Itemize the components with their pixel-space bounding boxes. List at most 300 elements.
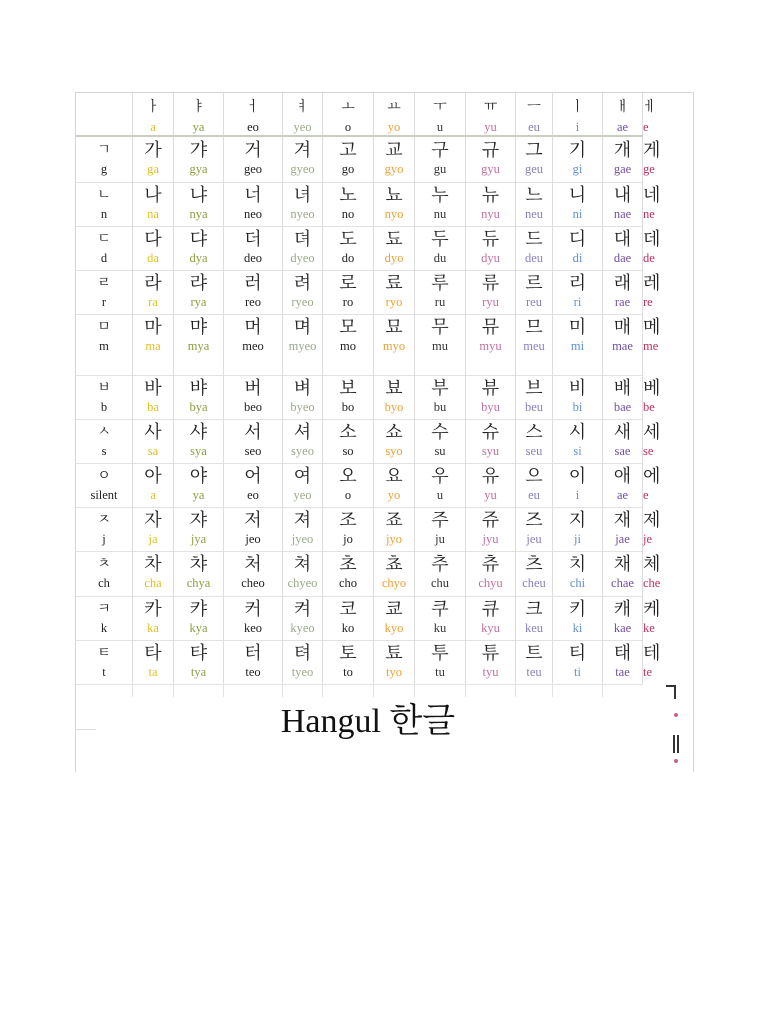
syllable-glyph: 뎌 — [293, 229, 312, 250]
syllable-cell — [374, 182, 415, 226]
syllable-cell — [323, 314, 374, 375]
syllable-cell — [133, 640, 174, 684]
syllable-glyph: 보 — [339, 378, 357, 399]
syllable-glyph: 바 — [144, 378, 162, 399]
syllable-glyph: 캬 — [189, 599, 208, 620]
syllable-glyph: 초 — [339, 554, 357, 575]
syllable-glyph: 뷰 — [481, 378, 500, 399]
syllable-cell — [603, 314, 643, 375]
syllable-glyph: 튜 — [481, 643, 500, 664]
syllable-romanization: sae — [614, 444, 631, 458]
consonant-jamo: ㅈ — [97, 512, 111, 528]
syllable-glyph: 크 — [525, 599, 543, 620]
syllable-glyph: 죠 — [385, 510, 403, 531]
consonant-row: ㅇ silent 아 a 야 ya 어 eo 여 yeo 오 o 요 yo 우 u 유 yu 으 eu 이 i 애 ae 에 e — [76, 463, 643, 508]
vowel-jamo: ㅜ — [433, 99, 447, 115]
syllable-glyph: 뇨 — [385, 185, 403, 206]
consonant-jamo: ㅅ — [97, 424, 111, 440]
syllable-glyph: 두 — [431, 229, 449, 250]
vowel-romanization: i — [575, 120, 580, 134]
syllable-glyph: 우 — [431, 466, 449, 487]
syllable-romanization: chyu — [478, 576, 503, 590]
consonant-romanization: t — [102, 665, 106, 679]
syllable-glyph: 코 — [339, 599, 357, 620]
vowel-romanization: o — [344, 120, 352, 134]
consonant-header — [76, 507, 133, 551]
syllable-glyph: 려 — [293, 273, 312, 294]
syllable-romanization: jyeo — [291, 532, 314, 546]
consonant-jamo: ㄷ — [97, 231, 111, 247]
syllable-glyph: 류 — [481, 273, 500, 294]
syllable-romanization: teo — [245, 665, 261, 679]
syllable-romanization: chyo — [381, 576, 407, 590]
syllable-cell — [553, 419, 603, 463]
syllable-romanization: eu — [528, 488, 540, 502]
syllable-romanization: kyeo — [290, 621, 315, 635]
syllable-cell — [323, 640, 374, 684]
syllable-romanization: du — [433, 251, 447, 265]
syllable-romanization: jeo — [245, 532, 261, 546]
consonant-header — [76, 419, 133, 463]
syllable-romanization: ryu — [482, 295, 499, 309]
syllable-glyph: 료 — [385, 273, 403, 294]
syllable-cell — [323, 507, 374, 551]
syllable-glyph: 내 — [613, 185, 632, 206]
syllable-glyph: 아 — [144, 466, 162, 487]
vowel-jamo: ㅣ — [570, 99, 585, 115]
syllable-cell — [283, 314, 323, 375]
consonant-jamo: ㅊ — [97, 556, 111, 572]
syllable-glyph: 느 — [525, 185, 543, 206]
syllable-glyph: 쟈 — [189, 510, 208, 531]
consonant-jamo: ㅌ — [97, 645, 111, 661]
syllable-romanization: reu — [526, 295, 542, 309]
syllable-romanization: cha — [144, 576, 162, 590]
syllable-glyph: 재 — [613, 510, 632, 531]
consonant-jamo: ㅇ — [97, 468, 111, 484]
syllable-romanization: nyo — [384, 207, 404, 221]
syllable-cell — [374, 137, 415, 182]
syllable-glyph: 쵸 — [385, 554, 403, 575]
syllable-cell — [283, 419, 323, 463]
consonant-row: ㄹ r 라 ra 랴 rya 러 reo 려 ryeo 로 ro 료 ryo 루 ru 류 ryu 르 reu 리 ri 래 rae 레 re — [76, 270, 643, 315]
syllable-romanization: bi — [572, 400, 583, 414]
syllable-glyph: 터 — [244, 643, 262, 664]
syllable-glyph: 묘 — [385, 317, 403, 338]
syllable-romanization: myu — [479, 339, 502, 353]
syllable-cell — [553, 596, 603, 640]
syllable-cell — [174, 270, 224, 314]
syllable-cell — [516, 419, 553, 463]
syllable-cell — [323, 182, 374, 226]
syllable-romanization: yeo — [293, 488, 312, 502]
syllable-glyph: 대 — [613, 229, 632, 250]
consonant-romanization: b — [100, 400, 108, 414]
syllable-romanization: chyeo — [287, 576, 318, 590]
syllable-romanization: byu — [481, 400, 500, 414]
syllable-glyph: 부 — [431, 378, 449, 399]
syllable-romanization: bu — [433, 400, 447, 414]
syllable-romanization: ro — [342, 295, 354, 309]
syllable-romanization: seu — [525, 444, 543, 458]
syllable-romanization: dae — [613, 251, 632, 265]
consonant-row: ㅌ t 타 ta 탸 tya 터 teo 텨 tyeo 토 to 툐 tyo 투 tu 튜 tyu 트 teu 티 ti 태 tae 테 te — [76, 640, 643, 685]
syllable-romanization: tae — [615, 665, 630, 679]
syllable-romanization: deo — [243, 251, 263, 265]
syllable-cell — [283, 640, 323, 684]
syllable-cell — [133, 419, 174, 463]
syllable-glyph: 셔 — [293, 422, 312, 443]
syllable-romanization: deu — [524, 251, 544, 265]
syllable-cell — [516, 551, 553, 596]
syllable-cell — [133, 314, 174, 375]
cutoff-romanization-fragment — [674, 713, 678, 717]
syllable-cell — [374, 226, 415, 270]
syllable-romanization: ta — [148, 665, 158, 679]
syllable-cell — [174, 551, 224, 596]
syllable-cell — [603, 640, 643, 684]
syllable-cell — [174, 640, 224, 684]
syllable-glyph: 뉴 — [481, 185, 500, 206]
consonant-row: ㄱ g 가 ga 갸 gya 거 geo 겨 gyeo 고 go 교 gyo 구 gu 규 gyu 그 geu 기 gi 개 gae 게 ge — [76, 137, 643, 183]
syllable-cell — [415, 419, 466, 463]
syllable-glyph: 며 — [293, 317, 312, 338]
syllable-glyph: 캐 — [613, 599, 632, 620]
syllable-cell — [323, 419, 374, 463]
syllable-glyph: 더 — [244, 229, 262, 250]
syllable-cell — [466, 551, 516, 596]
syllable-romanization: nu — [433, 207, 447, 221]
syllable-romanization: meo — [242, 339, 264, 353]
syllable-glyph: 이 — [568, 466, 587, 487]
syllable-glyph: 소 — [339, 422, 357, 443]
syllable-romanization: keu — [524, 621, 544, 635]
syllable-romanization: i — [575, 488, 580, 502]
syllable-glyph: 거 — [244, 140, 262, 161]
syllable-glyph: 댜 — [189, 229, 208, 250]
syllable-romanization: gae — [613, 162, 632, 176]
consonant-romanization: ch — [98, 576, 110, 590]
syllable-romanization: yo — [387, 488, 401, 502]
syllable-cell — [374, 419, 415, 463]
syllable-glyph: 투 — [431, 643, 449, 664]
syllable-glyph: 오 — [339, 466, 357, 487]
syllable-glyph: 수 — [431, 422, 449, 443]
syllable-glyph: 기 — [568, 140, 587, 161]
syllable-glyph: 리 — [568, 273, 587, 294]
syllable-glyph: 드 — [525, 229, 543, 250]
syllable-glyph: 니 — [568, 185, 587, 206]
vowel-jamo: ㅐ — [615, 99, 630, 115]
syllable-romanization: syeo — [291, 444, 314, 458]
syllable-romanization: cheu — [522, 576, 546, 590]
syllable-cell — [374, 640, 415, 684]
syllable-glyph: 쿠 — [431, 599, 449, 620]
syllable-cell — [466, 463, 516, 507]
syllable-glyph: 츄 — [481, 554, 500, 575]
syllable-glyph: 토 — [339, 643, 357, 664]
syllable-glyph: 티 — [568, 643, 587, 664]
consonant-header — [76, 314, 133, 375]
syllable-cell — [224, 137, 283, 182]
vowel-romanization: u — [436, 120, 444, 134]
vowel-romanization: yu — [484, 120, 497, 134]
syllable-cell — [466, 226, 516, 270]
syllable-romanization: jae — [615, 532, 630, 546]
syllable-glyph: 사 — [144, 422, 162, 443]
syllable-cell — [133, 507, 174, 551]
syllable-romanization: chya — [186, 576, 211, 590]
syllable-cell — [415, 640, 466, 684]
consonant-romanization: k — [100, 621, 108, 635]
syllable-romanization: nya — [189, 207, 208, 221]
syllable-cell — [374, 507, 415, 551]
syllable-glyph: 스 — [525, 422, 543, 443]
syllable-glyph: 즈 — [525, 510, 543, 531]
syllable-romanization: di — [572, 251, 583, 265]
syllable-cell — [553, 182, 603, 226]
syllable-glyph: 여 — [293, 466, 312, 487]
syllable-romanization: tyeo — [291, 665, 314, 679]
syllable-glyph: 나 — [144, 185, 162, 206]
syllable-cell — [374, 463, 415, 507]
syllable-glyph: 트 — [525, 643, 543, 664]
vowel-romanization: yeo — [293, 120, 312, 134]
syllable-cell — [466, 270, 516, 314]
syllable-glyph: 으 — [525, 466, 543, 487]
syllable-glyph: 조 — [339, 510, 357, 531]
syllable-glyph: 쿄 — [385, 599, 403, 620]
syllable-cell — [553, 226, 603, 270]
syllable-romanization: ru — [434, 295, 446, 309]
syllable-glyph: 요 — [385, 466, 403, 487]
syllable-glyph: 머 — [244, 317, 262, 338]
consonant-romanization: silent — [90, 488, 118, 502]
vowel-header — [553, 93, 603, 135]
consonant-header — [76, 226, 133, 270]
syllable-romanization: sya — [190, 444, 207, 458]
syllable-romanization: tu — [435, 665, 445, 679]
consonant-header — [76, 640, 133, 684]
syllable-cell — [374, 314, 415, 375]
syllable-romanization: ko — [341, 621, 355, 635]
syllable-cell — [553, 551, 603, 596]
syllable-glyph: 르 — [525, 273, 543, 294]
vowel-romanization: eu — [528, 120, 540, 134]
syllable-glyph: 개 — [613, 140, 632, 161]
syllable-cell — [415, 137, 466, 182]
syllable-romanization: jyo — [386, 532, 402, 546]
syllable-glyph: 가 — [144, 140, 162, 161]
syllable-cell — [466, 640, 516, 684]
consonant-jamo: ㅂ — [97, 380, 111, 396]
vowel-jamo: ㅑ — [191, 99, 206, 115]
consonant-row: ㅈ j 자 ja 쟈 jya 저 jeo 져 jyeo 조 jo 죠 jyo 주 ju 쥬 jyu 즈 jeu 지 ji 재 jae 제 je — [76, 507, 643, 552]
syllable-romanization: rae — [614, 295, 631, 309]
syllable-romanization: u — [436, 488, 444, 502]
syllable-glyph: 뮤 — [481, 317, 500, 338]
syllable-romanization: a — [150, 488, 156, 502]
syllable-romanization: jo — [343, 532, 353, 546]
syllable-glyph: 애 — [613, 466, 632, 487]
consonant-jamo: ㅁ — [97, 319, 111, 335]
syllable-romanization: cho — [338, 576, 358, 590]
syllable-cell — [516, 137, 553, 182]
consonant-romanization: g — [100, 162, 108, 176]
consonant-row: ㅊ ch 차 cha 챠 chya 처 cheo 쳐 chyeo 초 cho 쵸 chyo 추 chu 츄 chyu 츠 cheu 치 chi 채 chae 체 che — [76, 551, 643, 597]
syllable-glyph: 루 — [431, 273, 449, 294]
syllable-cell — [516, 226, 553, 270]
vowel-jamo: ㅠ — [483, 99, 498, 115]
consonant-row: ㅅ s 사 sa 샤 sya 서 seo 셔 syeo 소 so 쇼 syo 수 su 슈 syu 스 seu 시 si 새 sae 세 se — [76, 419, 643, 464]
syllable-romanization: ryeo — [291, 295, 314, 309]
syllable-cell — [133, 551, 174, 596]
syllable-glyph: 모 — [339, 317, 357, 338]
syllable-cell — [174, 375, 224, 419]
syllable-cell — [466, 596, 516, 640]
syllable-romanization: myo — [382, 339, 406, 353]
syllable-romanization: dyo — [384, 251, 404, 265]
syllable-cell — [415, 463, 466, 507]
syllable-cell — [224, 182, 283, 226]
syllable-cell — [174, 596, 224, 640]
consonant-jamo: ㄱ — [97, 142, 111, 158]
syllable-romanization: ri — [573, 295, 582, 309]
syllable-romanization: kyu — [481, 621, 500, 635]
syllable-romanization: eo — [247, 488, 259, 502]
vowel-romanization: yo — [387, 120, 401, 134]
syllable-romanization: gyo — [384, 162, 404, 176]
syllable-glyph: 커 — [244, 599, 262, 620]
syllable-glyph: 갸 — [189, 140, 208, 161]
syllable-romanization: tyo — [386, 665, 402, 679]
syllable-cell — [224, 507, 283, 551]
syllable-glyph: 마 — [144, 317, 162, 338]
consonant-romanization: n — [100, 207, 108, 221]
syllable-glyph: 벼 — [293, 378, 312, 399]
syllable-romanization: ya — [192, 488, 205, 502]
syllable-glyph: 버 — [244, 378, 262, 399]
vowel-header — [466, 93, 516, 135]
syllable-cell — [374, 551, 415, 596]
syllable-glyph: 로 — [339, 273, 357, 294]
syllable-glyph: 슈 — [481, 422, 500, 443]
syllable-romanization: na — [147, 207, 159, 221]
syllable-glyph: 지 — [568, 510, 587, 531]
syllable-glyph: 유 — [481, 466, 500, 487]
vowel-jamo: ㅓ — [246, 99, 260, 115]
syllable-romanization: jya — [190, 532, 207, 546]
syllable-romanization: syo — [385, 444, 403, 458]
syllable-cell — [133, 270, 174, 314]
syllable-romanization: ma — [145, 339, 161, 353]
syllable-romanization: su — [434, 444, 446, 458]
syllable-glyph: 켜 — [293, 599, 312, 620]
consonant-jamo: ㄹ — [97, 275, 111, 291]
syllable-glyph: 새 — [613, 422, 632, 443]
syllable-romanization: tya — [190, 665, 207, 679]
syllable-romanization: nae — [613, 207, 632, 221]
syllable-glyph: 져 — [293, 510, 312, 531]
consonant-header — [76, 551, 133, 596]
consonant-row: ㅁ m 마 ma 먀 mya 머 meo 며 myeo 모 mo 묘 myo 무 mu 뮤 myu 므 meu 미 mi 매 mae 메 me — [76, 314, 643, 376]
syllable-cell — [553, 463, 603, 507]
syllable-glyph: 다 — [144, 229, 162, 250]
syllable-romanization: bya — [189, 400, 208, 414]
syllable-glyph: 겨 — [293, 140, 312, 161]
vowel-jamo: ㅡ — [527, 99, 541, 115]
syllable-romanization: gyeo — [290, 162, 315, 176]
syllable-romanization: da — [147, 251, 159, 265]
syllable-glyph: 쥬 — [481, 510, 500, 531]
syllable-romanization: reo — [245, 295, 261, 309]
syllable-romanization: no — [341, 207, 355, 221]
vowel-jamo: ㅗ — [341, 99, 355, 115]
syllable-cell — [133, 137, 174, 182]
syllable-cell — [323, 270, 374, 314]
cutoff-glyph-fragment — [673, 735, 679, 753]
syllable-romanization: seo — [244, 444, 262, 458]
syllable-romanization: ki — [572, 621, 583, 635]
hangul-chart — [75, 92, 694, 772]
syllable-romanization: o — [344, 488, 352, 502]
syllable-cell — [603, 226, 643, 270]
syllable-cell — [603, 463, 643, 507]
vowel-jamo: ㅕ — [295, 99, 310, 115]
syllable-glyph: 뱌 — [189, 378, 208, 399]
vowel-romanization: eo — [247, 120, 259, 134]
syllable-romanization: chae — [611, 576, 634, 590]
syllable-romanization: jyu — [482, 532, 499, 546]
vowel-header — [174, 93, 224, 135]
syllable-cell — [133, 226, 174, 270]
syllable-glyph: 차 — [144, 554, 162, 575]
syllable-romanization: kae — [613, 621, 632, 635]
syllable-romanization: neo — [243, 207, 263, 221]
syllable-cell — [174, 137, 224, 182]
syllable-cell — [603, 551, 643, 596]
consonant-jamo: ㄴ — [97, 187, 111, 203]
syllable-glyph: 미 — [568, 317, 587, 338]
syllable-glyph: 너 — [244, 185, 262, 206]
syllable-cell — [516, 463, 553, 507]
syllable-romanization: go — [341, 162, 355, 176]
syllable-glyph: 챠 — [189, 554, 208, 575]
syllable-cell — [133, 463, 174, 507]
syllable-romanization: kya — [189, 621, 208, 635]
syllable-glyph: 디 — [568, 229, 587, 250]
syllable-romanization: ku — [433, 621, 447, 635]
syllable-romanization: geu — [524, 162, 544, 176]
syllable-glyph: 저 — [244, 510, 262, 531]
syllable-romanization: to — [343, 665, 353, 679]
syllable-romanization: ra — [148, 295, 158, 309]
syllable-cell — [415, 507, 466, 551]
syllable-cell — [224, 314, 283, 375]
syllable-cell — [516, 507, 553, 551]
syllable-cell — [323, 596, 374, 640]
syllable-cell — [553, 137, 603, 182]
syllable-glyph: 므 — [525, 317, 543, 338]
syllable-romanization: rya — [190, 295, 207, 309]
syllable-romanization: ji — [574, 532, 581, 546]
syllable-cell — [323, 137, 374, 182]
syllable-cell — [415, 182, 466, 226]
consonant-row: ㅂ b 바 ba 뱌 bya 버 beo 벼 byeo 보 bo 뵤 byo 부 bu 뷰 byu 브 beu 비 bi 배 bae 베 be — [76, 375, 643, 420]
syllable-romanization: mae — [612, 339, 633, 353]
syllable-glyph: 배 — [613, 378, 632, 399]
syllable-cell — [466, 314, 516, 375]
